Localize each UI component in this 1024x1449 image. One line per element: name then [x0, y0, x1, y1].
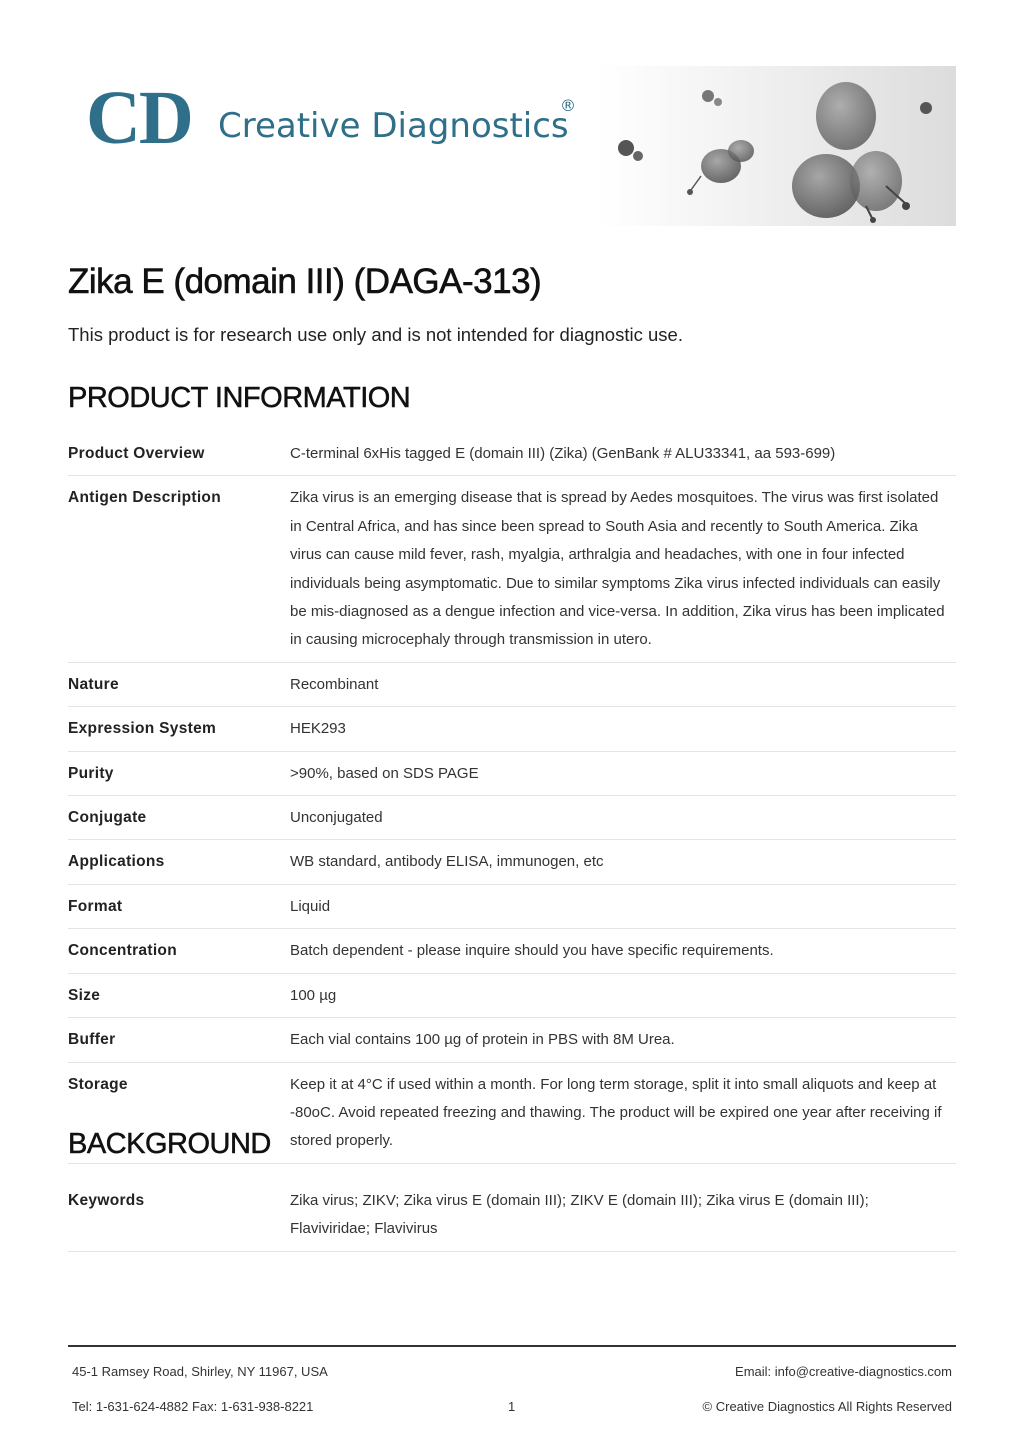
row-value: Batch dependent - please inquire should you have specific requirements.: [290, 942, 774, 960]
table-row: [68, 1018, 956, 1062]
table-row: [68, 707, 956, 751]
row-label: Antigen Description: [68, 489, 221, 507]
molecule-illustration: [596, 66, 956, 226]
footer-divider: [68, 1345, 956, 1347]
footer-address: 45-1 Ramsey Road, Shirley, NY 11967, USA: [72, 1364, 328, 1379]
table-row: [68, 663, 956, 707]
row-label: Conjugate: [68, 809, 147, 827]
row-value: Keep it at 4°C if used within a month. For long term storage, split it into small aliquots and keep at -80oC. Avoid repeated freezing and thawing. The product will be expired one year after receiving if stored properly.: [290, 1075, 942, 1150]
row-value: Recombinant: [290, 675, 379, 693]
footer-email[interactable]: Email: info@creative-diagnostics.com: [735, 1364, 952, 1379]
page-header: [0, 0, 1024, 230]
row-value: Liquid: [290, 897, 331, 915]
footer-phone: Tel: 1-631-624-4882 Fax: 1-631-938-8221: [72, 1399, 314, 1414]
row-label: Storage: [68, 1075, 128, 1093]
row-label: Keywords: [68, 1192, 145, 1209]
research-use-disclaimer: This product is for research use only and is not intended for diagnostic use.: [68, 324, 683, 345]
background-table: [68, 1179, 956, 1252]
page-number: 1: [508, 1399, 516, 1414]
table-row: [68, 929, 956, 973]
table-row: [68, 840, 956, 884]
row-value: Zika virus is an emerging disease that is spread by Aedes mosquitoes. The virus was first isolated in Central Africa, and has since been spread to South Asia and recently to South America. Zika virus can cause mild fever, rash, myalgia, arthralgia and headaches, with one in four infected individuals being asymptomatic. Due to similar symptoms Zika virus infected individuals can easily be mis-diagnosed as a dengue infection and vice-versa. In addition, Zika virus has been implicated in causing microcephaly through transmission in utero.: [290, 489, 945, 649]
row-label: Expression System: [68, 720, 217, 738]
row-value: Zika virus; ZIKV; Zika virus E (domain III); ZIKV E (domain III); Zika virus E (domain III); Flaviviridae; Flavivirus: [290, 1192, 869, 1238]
row-label: Buffer: [68, 1031, 116, 1049]
table-row: [68, 885, 956, 929]
row-value: HEK293: [290, 720, 346, 738]
logo-mark: CD: [86, 76, 192, 160]
row-value: >90%, based on SDS PAGE: [290, 764, 479, 782]
table-row: [68, 476, 956, 662]
row-label: Applications: [68, 853, 165, 871]
page-title: Zika E (domain III) (DAGA-313): [68, 262, 542, 301]
table-row: [68, 974, 956, 1018]
row-value: C-terminal 6xHis tagged E (domain III) (Zika) (GenBank # ALU33341, aa 593-699): [290, 445, 836, 462]
row-label: Concentration: [68, 942, 177, 960]
row-value: WB standard, antibody ELISA, immunogen, etc: [290, 853, 604, 871]
logo-registered-mark: ®: [560, 96, 576, 115]
footer-copyright: © Creative Diagnostics All Rights Reserved: [702, 1399, 952, 1414]
logo-name: Creative Diagnostics: [218, 106, 569, 146]
row-label: Product Overview: [68, 445, 205, 462]
table-row: [68, 1179, 956, 1252]
row-label: Purity: [68, 764, 114, 782]
table-row: [68, 432, 956, 476]
product-information-table: [68, 432, 956, 1164]
row-value: 100 µg: [290, 986, 337, 1004]
product-information-heading: PRODUCT INFORMATION: [68, 382, 411, 414]
table-row: [68, 752, 956, 796]
row-label: Size: [68, 986, 101, 1004]
background-heading: BACKGROUND: [68, 1128, 271, 1160]
row-label: Format: [68, 897, 123, 915]
row-label: Nature: [68, 675, 119, 693]
table-row: [68, 796, 956, 840]
row-value: Each vial contains 100 µg of protein in PBS with 8M Urea.: [290, 1031, 675, 1049]
row-value: Unconjugated: [290, 809, 383, 827]
